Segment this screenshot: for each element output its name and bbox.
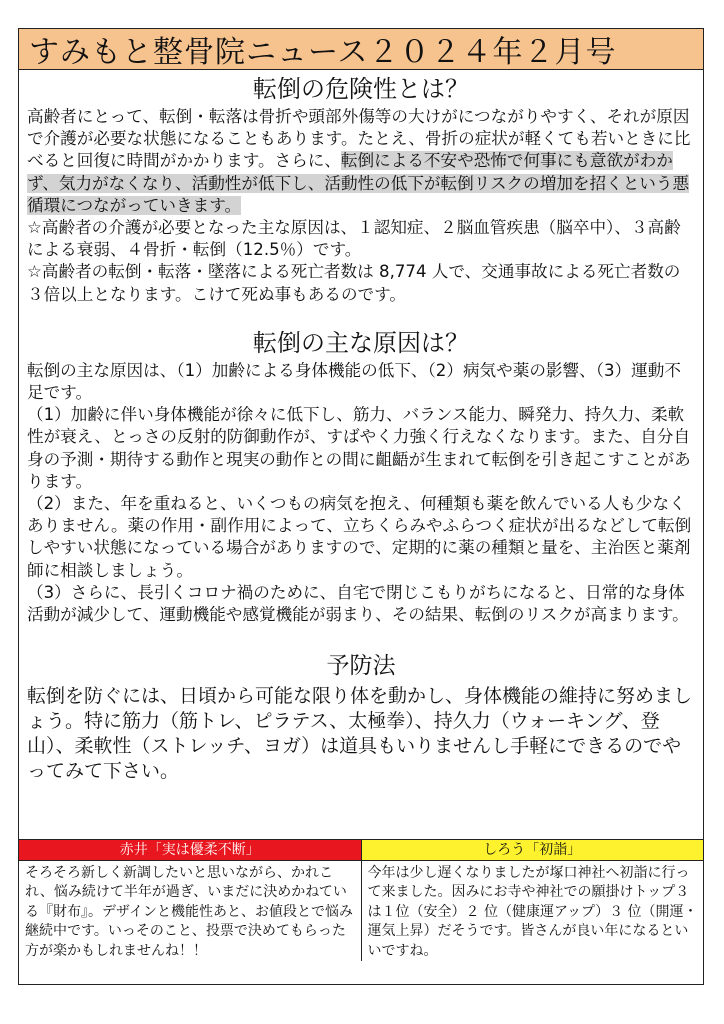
main-content [19, 72, 703, 784]
section-title-causes: 転倒の主な原因は？ [253, 328, 469, 357]
staff-column-akai-body: そろそろ新しく新調したいと思いながら、かれこれ、悩み続けて半年が過ぎ、いまだに決めかねている『財布』。デザインと機能性あと、お値段とで悩み継続中です。いっそのこと、投票で決めてもらった方が楽かもしれませんね！！ [19, 860, 361, 961]
newsletter-frame [18, 28, 704, 985]
newsletter-header [19, 29, 703, 70]
staff-column-akai-heading: 赤井「実は優柔不断」 [19, 840, 361, 860]
cause-illness-medication: （2）また、年を重ねると、いくつもの病気を抱え、何種類も薬を飲んでいる人も少なくありません。薬の作用・副作用によって、立ちくらみやふらつく症状が出るなどして転倒しやすい状態になっている場合がありますので、定期的に薬の種類と量を、主治医と薬剤師に相談しましょう。 [27, 494, 692, 580]
staff-column-shirou-body: 今年は少し遅くなりましたが塚口神社へ初詣に行って来ました。因みにお寺や神社での願掛けトップ３は１位（安全）２ 位（健康運アップ）３ 位（開運・運気上昇）だそうです。皆さんが良い年になるといいですね。 [362, 860, 704, 961]
danger-point-deaths: ☆高齢者の転倒・転落・墜落による死亡者数は 8,774 人で、交通事故による死亡者数の３倍以上となります。こけて死ぬ事もあるのです。 [27, 262, 681, 304]
staff-column-shirou [362, 840, 704, 961]
danger-intro-text: 高齢者にとって、転倒・転落は骨折や頭部外傷等の大けがにつながりやすく、それが原因で介護が必要な状態になることもあります。たとえ、骨折の症状が軽くても若いときに比べると回復に時間がかかります。さらに、 [27, 107, 691, 171]
cause-inactivity: （3）さらに、長引くコロナ禍のために、自宅で閉じこもりがちになると、日常的な身体活動が減少して、運動機能や感覚機能が弱まり、その結果、転倒のリスクが高まります。 [27, 582, 689, 625]
danger-highlight-text: 転倒による不安や恐怖で何事にも意欲がわかず、気力がなくなり、活動性が低下し、活動性の低下が転倒リスクの増加を招くという悪循環につながっていきます。 [27, 151, 690, 215]
section-title-danger: 転倒の危険性とは？ [253, 75, 469, 103]
staff-column-akai [19, 840, 362, 961]
prevention-body: 転倒を防ぐには、日頃から可能な限り体を動かし、身体機能の維持に努めましょう。特に筋力（筋トレ、ピラテス、太極拳）、持久力（ウォーキング、登山）、柔軟性（ストレッチ、ヨガ）は道具もいりませんし手軽にできるのでやってみて下さい。 [27, 685, 693, 783]
newsletter-title: すみもと整骨院ニュース２０２４年２月号 [29, 35, 617, 70]
section-title-prevention: 予防法 [326, 653, 396, 680]
staff-columns [19, 839, 703, 961]
danger-intro [27, 106, 695, 217]
cause-aging: （1）加齢に伴い身体機能が徐々に低下し、筋力、バランス能力、瞬発力、持久力、柔軟性が衰え、とっさの反射的防御動作が、すばやく力強く行えなくなります。また、自分自身の予測・期待する動作と現実の動作との間に齟齬が生まれて転倒を引き起こすことがあります。 [27, 405, 691, 491]
causes-intro: 転倒の主な原因は、（1）加齢による身体機能の低下、（2）病気や薬の影響、（3）運動不足です。 [27, 360, 681, 403]
danger-point-care-causes: ☆高齢者の介護が必要となった主な原因は、１認知症、２脳血管疾患（脳卒中）、３高齢による衰弱、４骨折・転倒（12.5％）です。 [27, 218, 681, 260]
staff-column-shirou-heading: しろう「初詣」 [362, 840, 704, 860]
